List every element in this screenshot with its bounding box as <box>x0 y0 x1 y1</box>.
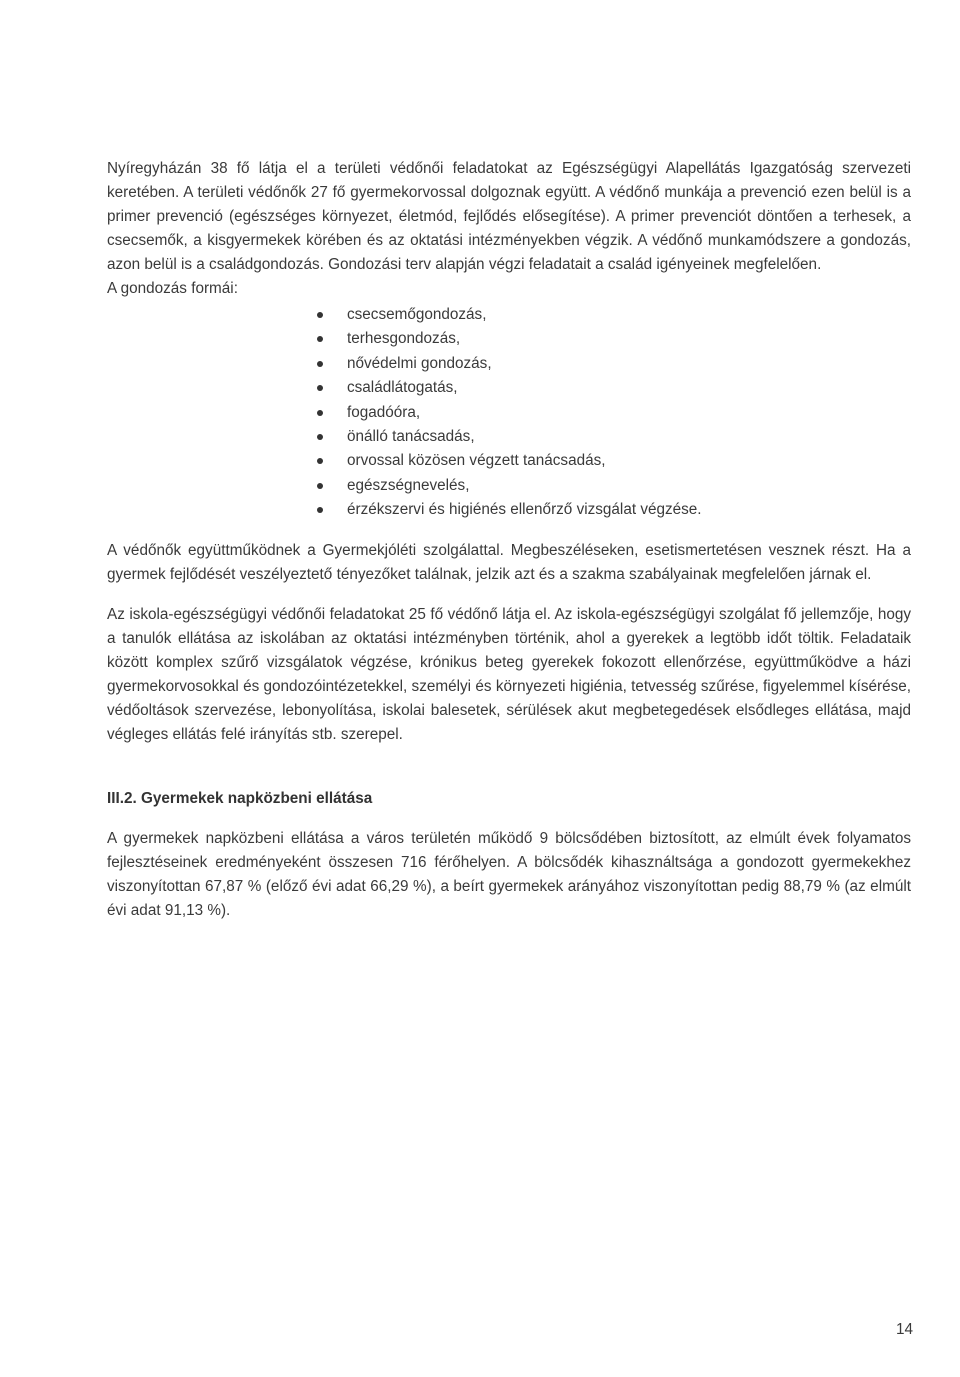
bullet-icon <box>317 410 323 416</box>
list-item: érzékszervi és higiénés ellenőrző vizsgálat végzése. <box>317 498 911 522</box>
spacer <box>107 523 911 539</box>
bullet-icon <box>317 434 323 440</box>
care-forms-list <box>107 303 911 523</box>
bullet-icon <box>317 507 323 513</box>
list-item: önálló tanácsadás, <box>317 425 911 449</box>
daycare-paragraph: A gyermekek napközbeni ellátása a város területén működő 9 bölcsődében biztosított, az elmúlt évek folyamatos fejlesztéseinek eredményeként összesen 716 férőhelyen. A bölcsődék kihasználtsága a gondozott gyermekekhez viszonyítottan 67,87 % (előző évi adat 66,29 %), a beírt gyermekek arányához viszonyítottan pedig 88,79 % (az elmúlt évi adat 91,13 %). <box>107 829 911 919</box>
list-item: családlátogatás, <box>317 376 911 400</box>
list-item: terhesgondozás, <box>317 327 911 351</box>
bullet-icon <box>317 458 323 464</box>
spacer <box>107 747 911 787</box>
bullet-icon <box>317 483 323 489</box>
bullet-icon <box>317 336 323 342</box>
document-page <box>107 157 911 923</box>
bullet-icon <box>317 312 323 318</box>
bullet-icon <box>317 361 323 367</box>
cooperation-paragraph: A védőnők együttműködnek a Gyermekjóléti szolgálattal. Megbeszéléseken, esetismertetésen vesznek részt. Ha a gyermek fejlődését veszélyeztető tényezőket találnak, jelzik azt és a szakma szabályainak megfelelően járnak el. <box>107 541 911 583</box>
list-item: fogadóóra, <box>317 401 911 425</box>
intro-paragraph: Nyíregyházán 38 fő látja el a területi védőnői feladatokat az Egészségügyi Alapellátás Igazgatóság szervezeti keretében. A területi védőnők 27 fő gyermekorvossal dolgoznak együtt. A védőnő munkája a prevenció ezen belül is a primer prevenció (egészséges környezet, életmód, fejlődés elősegítése). A primer prevenciót döntően a terhesek, a csecsemők, a kisgyermekek körében és az oktatási intézményekben végzik. A védőnő munkamódszere a gondozás, azon belül is a családgondozás. Gondozási terv alapján végzi feladatait a család igényeinek megfelelően. <box>107 160 911 273</box>
section-heading: III.2. Gyermekek napközbeni ellátása <box>107 789 373 807</box>
spacer <box>107 811 911 827</box>
list-item: orvossal közösen végzett tanácsadás, <box>317 449 911 473</box>
list-item: nővédelmi gondozás, <box>317 352 911 376</box>
list-item: csecsemőgondozás, <box>317 303 911 327</box>
list-item: egészségnevelés, <box>317 474 911 498</box>
page-number: 14 <box>895 1321 913 1338</box>
school-health-paragraph: Az iskola-egészségügyi védőnői feladatokat 25 fő védőnő látja el. Az iskola-egészségügyi szolgálat fő jellemzője, hogy a tanulók ellátása az iskolában az oktatási intézményben történik, ahol a gyerekek a legtöbb időt töltik. Feladataik között komplex szűrő vizsgálatok végzése, krónikus beteg gyerekek fokozott ellenőrzése, együttműködve a házi gyermekorvosokkal és gondozóintézetekkel, személyi és környezeti higiénia, tetvesség szűrése, figyelemmel kísérése, védőoltások szervezése, lebonyolítása, iskolai balesetek, sérülések akut megbetegedések elsődleges ellátása, majd végleges ellátás felé irányítás stb. szerepel. <box>107 605 911 743</box>
spacer <box>107 587 911 603</box>
care-forms-label: A gondozás formái: <box>107 280 238 297</box>
bullet-icon <box>317 385 323 391</box>
